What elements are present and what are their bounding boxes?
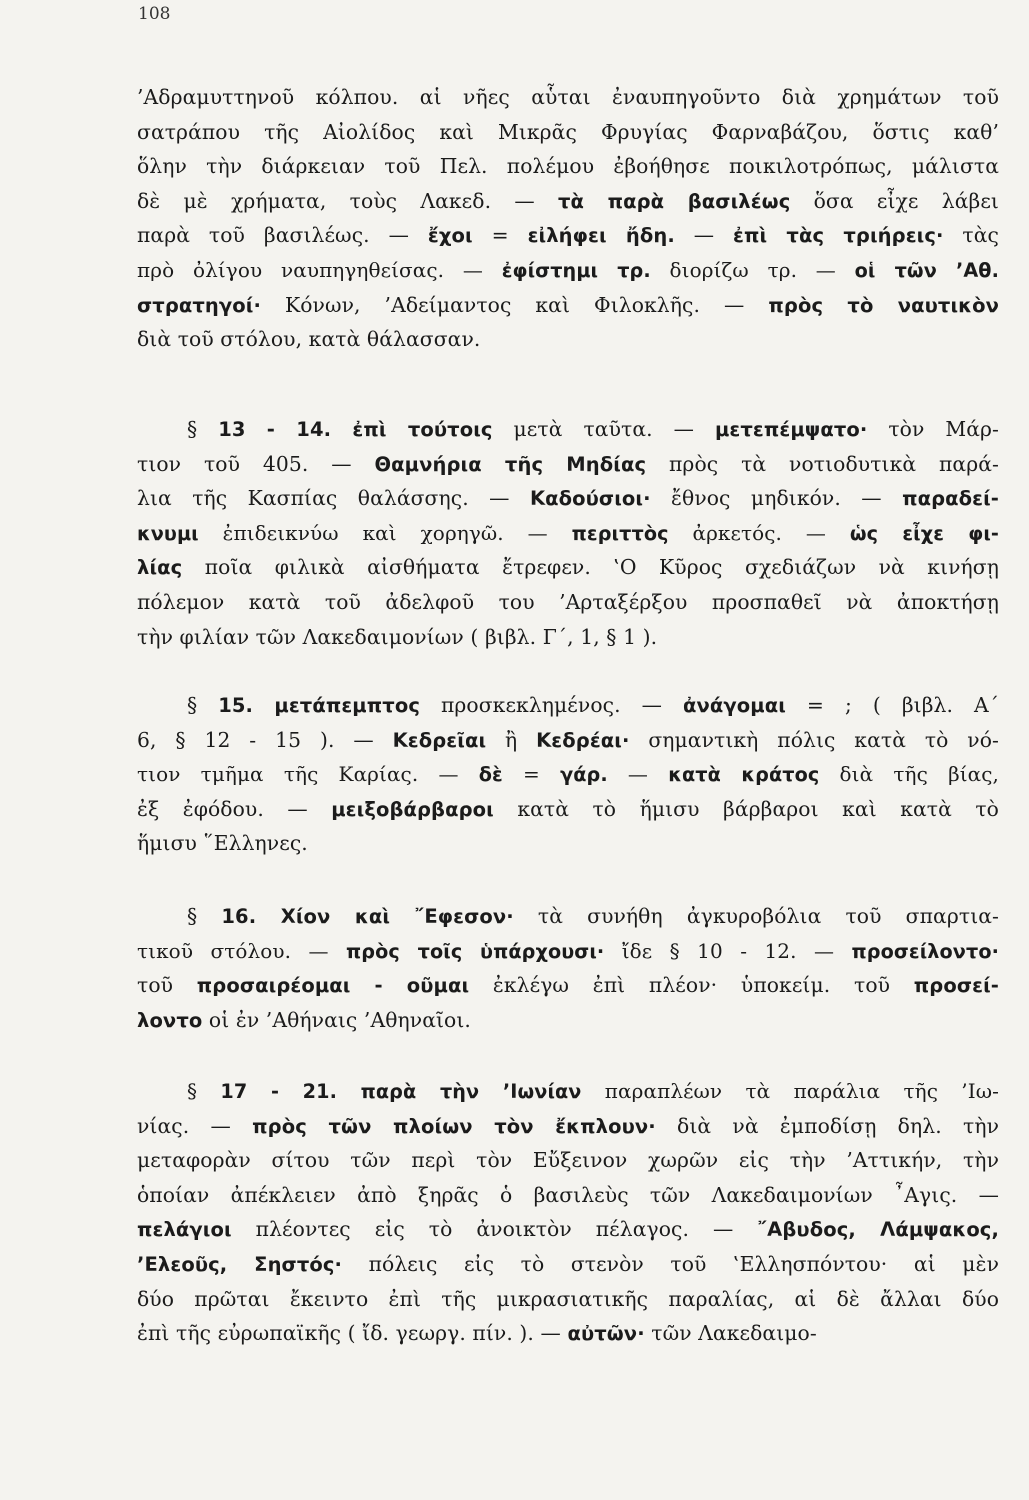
text-run: προσκεκλημένος. —: [419, 693, 683, 717]
bold-term: τὰ παρὰ βασιλέως: [557, 189, 791, 213]
text-line: [137, 792, 999, 827]
text-run: ὅλην τὴν διάρκειαν τοῦ Πελ. πολέμου ἐβοήθησε ποικιλοτρόπως, μάλιστα: [137, 154, 999, 179]
text-run: δὲ μὲ χρήματα, τοὺς Λακεδ. —: [137, 188, 558, 213]
text-run: ’Αδραμυττηνοῦ κόλπου. αἱ νῆες αὗται ἐναυπηγοῦντο διὰ χρημάτων τοῦ: [137, 85, 999, 109]
text-run: = ; ( βιβλ. Α΄: [785, 693, 999, 717]
paragraph-section-17-21: [137, 1074, 999, 1351]
text-line: [137, 826, 999, 861]
text-line: [137, 1003, 999, 1038]
text-run: ἀρκετός. —: [668, 520, 850, 545]
text-line: [137, 184, 999, 219]
bold-term: ’Ελεοῦς, Σηστός·: [137, 1252, 343, 1276]
bold-term: λίας: [137, 556, 183, 580]
text-line: [137, 1143, 999, 1178]
bold-term: πρὸς τοῖς ὑπάρχουσι·: [346, 939, 605, 963]
text-run: τῶν Λακεδαιμο-: [644, 1321, 817, 1346]
bold-term: προσεί-: [913, 974, 999, 998]
text-run: —: [674, 223, 734, 248]
text-line: [137, 516, 999, 551]
text-run: ὅσα εἶχε λάβει: [790, 188, 999, 213]
text-line: [137, 1212, 999, 1247]
bold-term: κατὰ κράτος: [668, 763, 820, 787]
text-run: ποῖα φιλικὰ αἰσθήματα ἔτρεφεν. ‛Ο Κῦρος σχεδιάζων νὰ κινήσῃ: [182, 555, 999, 580]
text-run: τὴν φιλίαν τῶν Λακεδαιμονίων ( βιβλ. Γ΄, 1, § 1 ).: [137, 624, 658, 649]
text-run: 6, § 12 - 15 ). —: [137, 727, 393, 752]
text-line: [137, 585, 999, 620]
bold-term: μετεπέμψατο·: [714, 418, 868, 441]
text-line: [137, 1282, 999, 1317]
bold-term: δὲ: [478, 763, 503, 787]
text-run: §: [187, 417, 219, 441]
bold-term: Κεδρέαι·: [536, 728, 630, 752]
bold-term: πρὸς τῶν πλοίων τὸν ἔκπλουν·: [252, 1114, 656, 1138]
text-run: σημαντικὴ πόλις κατὰ τὸ νό-: [629, 727, 999, 752]
text-run: ἐπιδεικνύω καὶ χορηγῶ. —: [198, 520, 572, 545]
text-run: τοῦ: [137, 973, 197, 998]
page-number: 108: [138, 4, 171, 24]
text-line: [137, 322, 999, 357]
text-run: ἐπὶ τῆς εὐρωπαϊκῆς ( ἴδ. γεωργ. πίν. ). —: [137, 1321, 568, 1346]
text-line: [137, 218, 999, 253]
text-run: ἥμισυ ῞Ελληνες.: [137, 831, 308, 856]
paragraph-section-16: [137, 899, 999, 1037]
paragraph-section-15: [137, 688, 999, 861]
text-line: [137, 80, 999, 115]
bold-term: 16. Χίον καὶ ῎Εφεσον·: [221, 905, 514, 928]
text-run: διὰ τοῦ στόλου, κατὰ θάλασσαν.: [137, 327, 481, 352]
text-run: =: [472, 223, 528, 248]
text-line: [137, 481, 999, 516]
bold-term: ἀνάγομαι: [683, 694, 786, 717]
bold-term: περιττὸς: [571, 521, 669, 545]
bold-term: Κεδρεῖαι: [392, 728, 487, 752]
text-run: δύο πρῶται ἔκειντο ἐπὶ τῆς μικρασιατικῆς παραλίας, αἱ δὲ ἄλλαι δύο: [137, 1286, 999, 1311]
bold-term: ῎Αβυδος, Λάμψακος,: [757, 1218, 999, 1242]
bold-term: Καδούσιοι·: [529, 487, 651, 511]
bold-term: παραδεί-: [902, 487, 999, 511]
text-run: ἐξ ἐφόδου. —: [137, 796, 332, 821]
text-line: [137, 1178, 999, 1213]
text-line: [137, 550, 999, 585]
text-line: [137, 899, 999, 934]
text-run: ἔθνος μηδικόν. —: [650, 486, 903, 511]
text-run: μετὰ ταῦτα. —: [492, 417, 715, 441]
text-run: τὸν Μάρ-: [867, 417, 999, 441]
text-line: [137, 149, 999, 184]
text-run: πόλεις εἰς τὸ στενὸν τοῦ ‛Ελλησπόντου· αἱ μὲν: [342, 1251, 999, 1276]
bold-term: αὐτῶν·: [567, 1322, 645, 1346]
text-run: παρὰ τοῦ βασιλέως. —: [137, 223, 428, 248]
text-run: διορίζω τρ. —: [650, 257, 855, 282]
bold-term: γάρ.: [560, 763, 608, 787]
text-run: =: [502, 762, 561, 787]
text-run: πόλεμον κατὰ τοῦ ἀδελφοῦ του ’Αρταξέρξου προσπαθεῖ νὰ ἀποκτήσῃ: [137, 589, 999, 614]
text-line: [137, 688, 999, 723]
text-line: [137, 412, 999, 447]
text-run: νίας. —: [137, 1113, 253, 1138]
text-run: τικοῦ στόλου. —: [137, 938, 347, 963]
text-line: [137, 620, 999, 655]
text-line: [137, 1316, 999, 1351]
bold-term: ὡς εἶχε φι-: [849, 521, 999, 545]
bold-term: εἰλήφει ἤδη.: [527, 224, 675, 248]
text-run: τιον τοῦ 405. —: [137, 451, 375, 476]
text-line: [137, 288, 999, 323]
text-line: [137, 723, 999, 758]
text-line: [137, 1109, 999, 1144]
text-line: [137, 934, 999, 969]
bold-term: στρατηγοί·: [137, 293, 261, 317]
bold-term: οἱ τῶν ’Αθ.: [854, 258, 999, 282]
text-line: [137, 115, 999, 150]
text-run: πρὸς τὰ νοτιοδυτικὰ παρά-: [646, 451, 999, 476]
text-run: §: [187, 1079, 221, 1103]
bold-term: προσαιρέομαι - οῦμαι: [196, 974, 470, 998]
text-run: ἢ: [486, 727, 537, 752]
text-line: [137, 253, 999, 288]
text-run: Κόνων, ’Αδείμαντος καὶ Φιλοκλῆς. —: [261, 292, 769, 317]
bold-term: ἔχοι: [427, 224, 473, 248]
text-run: τὰ συνήθη ἀγκυροβόλια τοῦ σπαρτια-: [513, 904, 999, 928]
text-line: [137, 447, 999, 482]
text-run: κατὰ τὸ ἥμισυ βάρβαροι καὶ κατὰ τὸ: [493, 796, 999, 821]
text-run: σατράπου τῆς Αἰολίδος καὶ Μικρᾶς Φρυγίας Φαρναβάζου, ὅστις καθ’: [137, 119, 999, 144]
bold-term: κνυμι: [137, 521, 199, 545]
bold-term: Θαμνήρια τῆς Μηδίας: [374, 452, 647, 476]
bold-term: πρὸς τὸ ναυτικὸν: [768, 293, 999, 317]
text-run: μεταφορὰν σίτου τῶν περὶ τὸν Εὔξεινον χωρῶν εἰς τὴν ’Αττικήν, τὴν: [137, 1148, 999, 1173]
text-run: §: [187, 904, 222, 928]
text-line: [137, 1247, 999, 1282]
bold-term: ἐπὶ τὰς τριήρεις·: [733, 224, 944, 248]
text-run: §: [187, 693, 219, 717]
bold-term: 17 - 21. παρὰ τὴν ’Ιωνίαν: [220, 1080, 582, 1103]
text-run: ὁποίαν ἀπέκλειεν ἀπὸ ξηρᾶς ὁ βασιλεὺς τῶν Λακεδαιμονίων ῏Αγις. —: [137, 1182, 999, 1207]
text-run: τιον τμῆμα τῆς Καρίας. —: [137, 762, 479, 787]
paragraph-commentary-intro: [137, 80, 999, 357]
text-run: διὰ τῆς βίας,: [819, 762, 999, 787]
text-run: διὰ νὰ ἐμποδίσῃ δηλ. τὴν: [655, 1113, 999, 1138]
text-run: λια τῆς Κασπίας θαλάσσης. —: [137, 486, 530, 511]
text-run: —: [607, 762, 669, 787]
bold-term: λοντο: [137, 1008, 203, 1032]
text-run: ἴδε § 10 - 12. —: [604, 938, 852, 963]
text-run: παραπλέων τὰ παράλια τῆς ’Ιω-: [581, 1079, 1000, 1103]
text-line: [137, 1074, 999, 1109]
text-run: πρὸ ὀλίγου ναυπηγηθείσας. —: [137, 257, 502, 282]
text-run: οἱ ἐν ’Αθήναις ’Αθηναῖοι.: [202, 1007, 471, 1032]
paragraph-section-13-14: [137, 412, 999, 654]
text-run: πλέοντες εἰς τὸ ἀνοικτὸν πέλαγος. —: [231, 1217, 758, 1242]
text-run: τὰς: [943, 223, 999, 248]
text-line: [137, 968, 999, 1003]
text-run: ἐκλέγω ἐπὶ πλέον· ὑποκείμ. τοῦ: [469, 973, 914, 998]
bold-term: πελάγιοι: [137, 1218, 232, 1242]
bold-term: 13 - 14. ἐπὶ τούτοις: [218, 418, 493, 441]
bold-term: ἐφίστημι τρ.: [501, 258, 651, 282]
bold-term: μειξοβάρβαροι: [331, 797, 494, 821]
bold-term: προσείλοντο·: [851, 939, 999, 963]
bold-term: 15. μετάπεμπτος: [218, 694, 420, 717]
text-line: [137, 757, 999, 792]
